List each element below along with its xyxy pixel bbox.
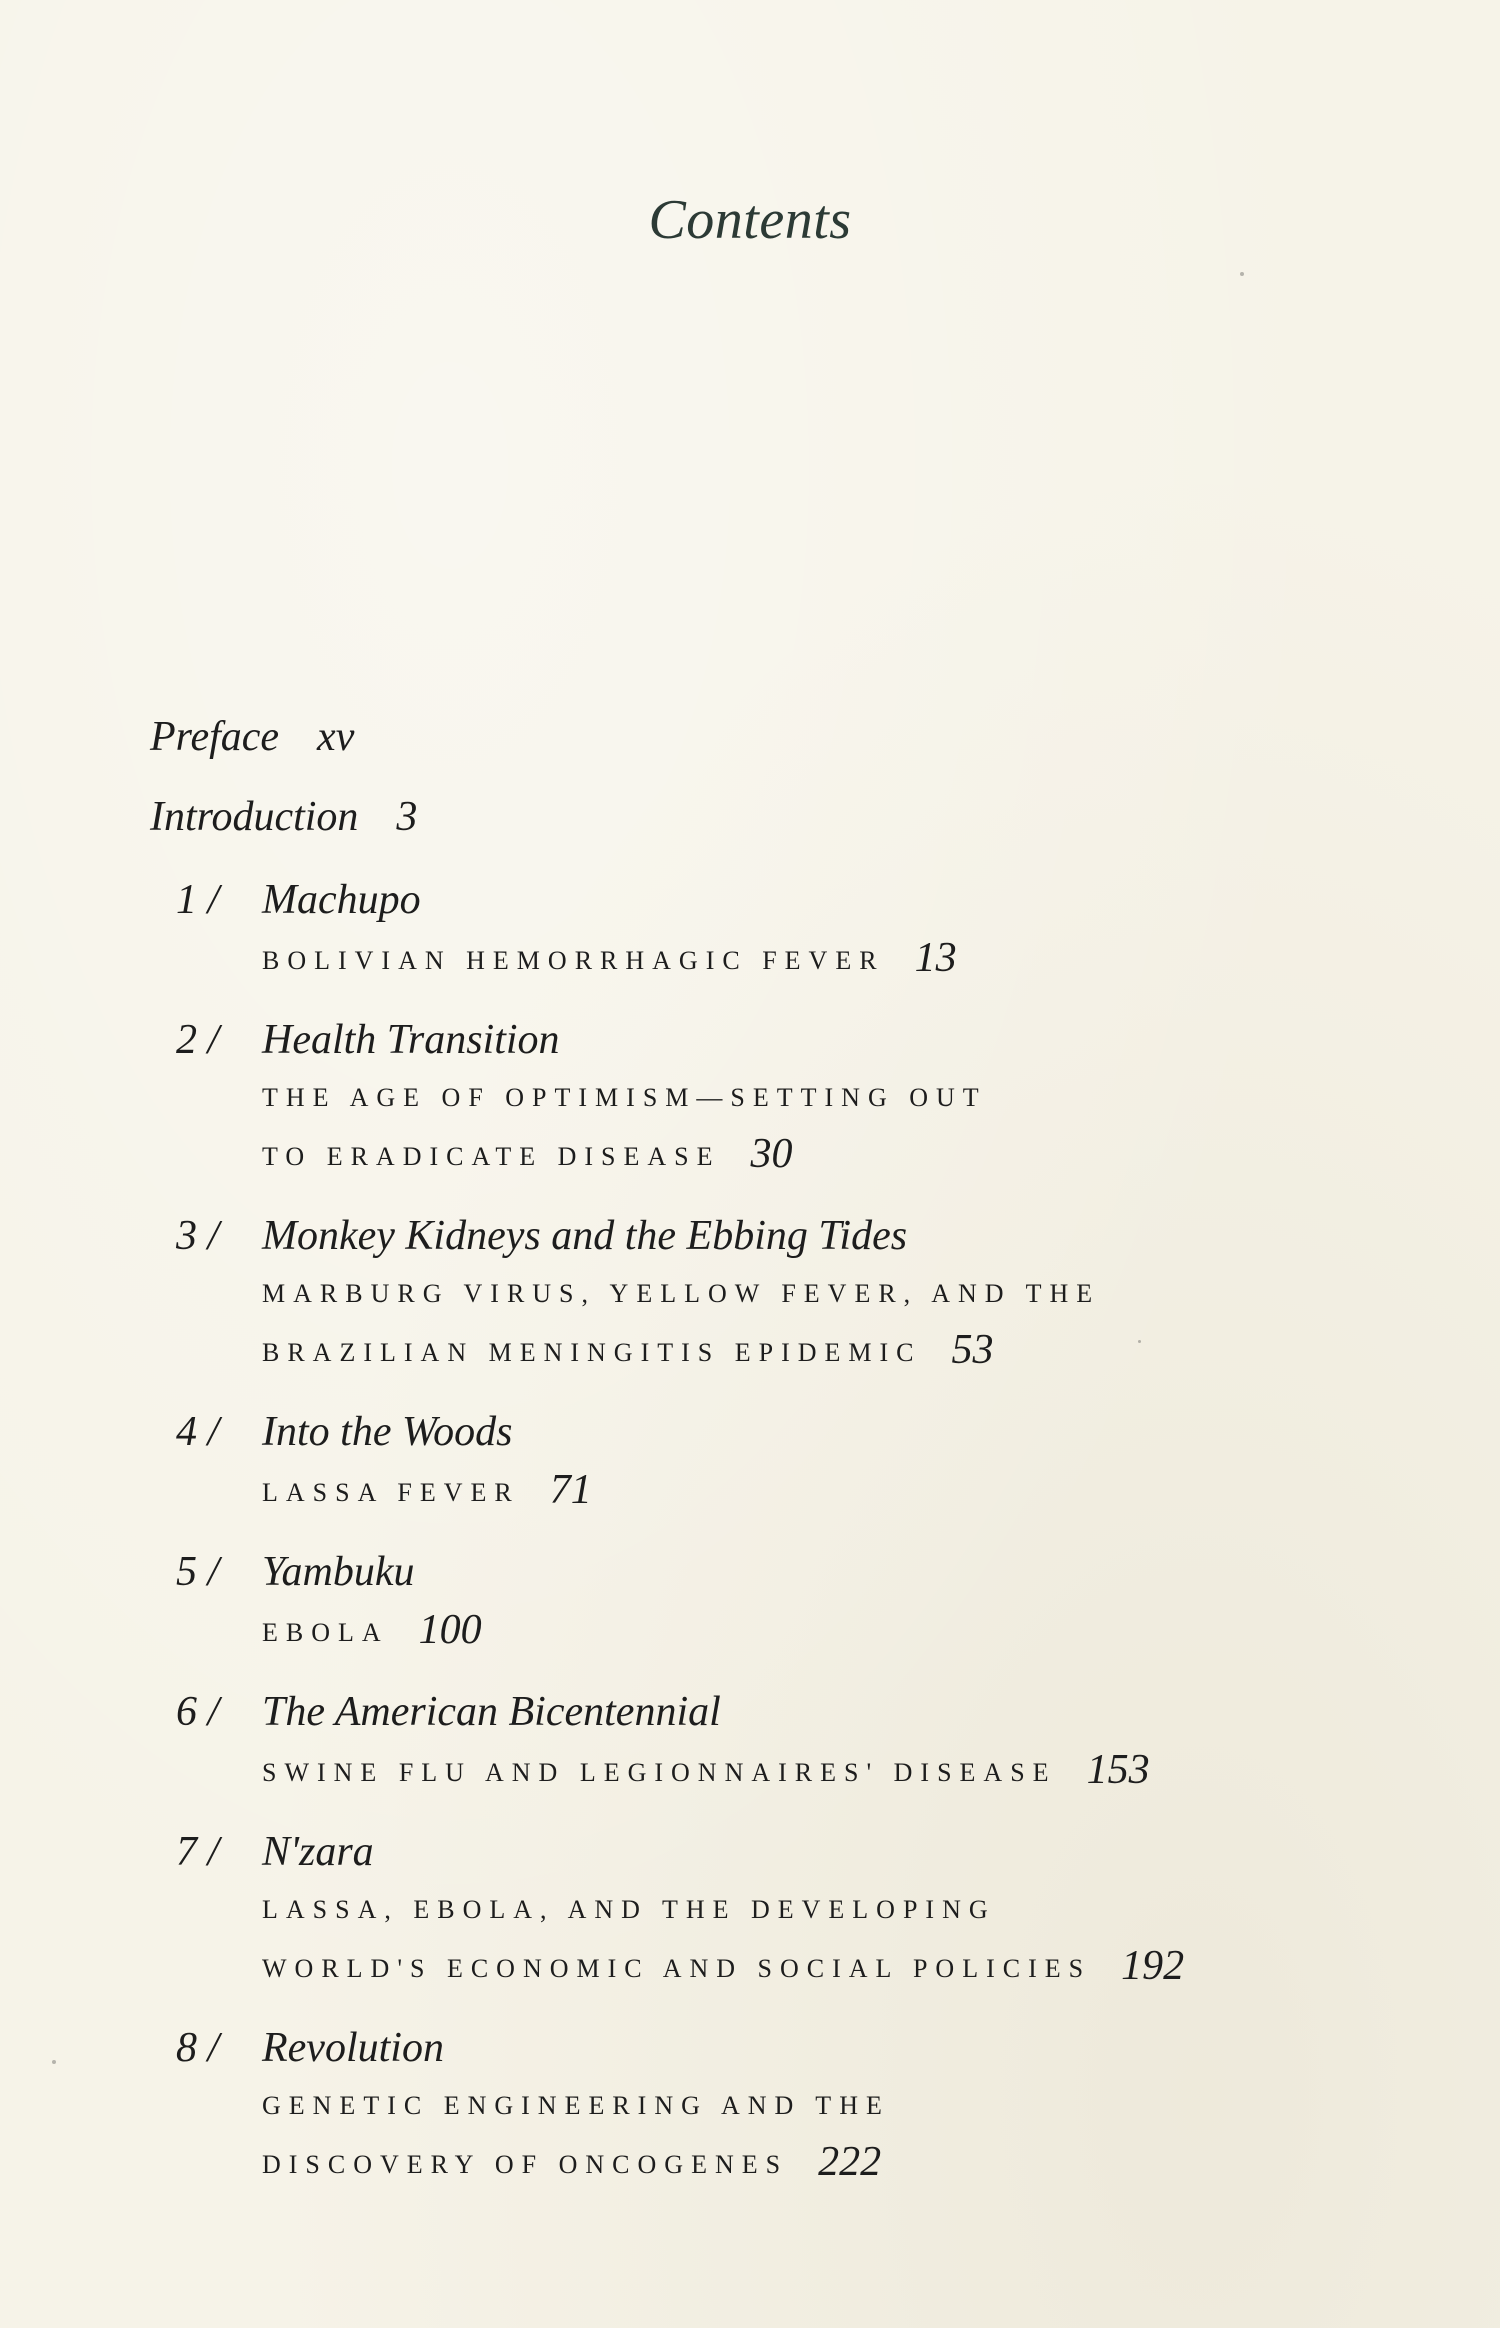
subtitle-text: TO ERADICATE DISEASE [262, 1142, 721, 1171]
chapter-subtitle-line [262, 1882, 1350, 1938]
toc-entry-chapter-1[interactable] [150, 870, 1350, 986]
subtitle-text: LASSA FEVER [262, 1478, 520, 1507]
entry-page-number: 222 [818, 2139, 882, 2185]
toc-entry-chapter-8[interactable] [150, 2018, 1350, 2190]
chapter-subtitle-line [262, 1126, 1350, 1182]
subtitle-text: LASSA, EBOLA, AND THE DEVELOPING [262, 1895, 996, 1924]
toc-entry-chapter-3[interactable] [150, 1206, 1350, 1378]
chapter-heading [150, 2018, 1350, 2078]
paper-speck [1138, 1340, 1141, 1343]
chapter-subtitle-line [262, 1742, 1350, 1798]
chapter-title: The American Bicentennial [262, 1689, 721, 1735]
table-of-contents [150, 708, 1350, 2190]
chapter-list [150, 870, 1350, 2190]
chapter-number: 6 / [176, 1689, 220, 1735]
chapter-heading [150, 870, 1350, 930]
toc-entry-chapter-5[interactable] [150, 1542, 1350, 1658]
chapter-title: Yambuku [262, 1549, 415, 1595]
subtitle-text: EBOLA [262, 1618, 389, 1647]
chapter-heading [150, 1206, 1350, 1266]
subtitle-text: MARBURG VIRUS, YELLOW FEVER, AND THE [262, 1279, 1101, 1308]
subtitle-text: GENETIC ENGINEERING AND THE [262, 2091, 890, 2120]
subtitle-text: THE AGE OF OPTIMISM—SETTING OUT [262, 1083, 987, 1112]
chapter-subtitle-line [262, 1070, 1350, 1126]
toc-entry-chapter-6[interactable] [150, 1682, 1350, 1798]
entry-title: Introduction [150, 794, 359, 840]
chapter-number: 7 / [176, 1829, 220, 1875]
chapter-subtitle-line [262, 2078, 1350, 2134]
chapter-heading [150, 1542, 1350, 1602]
chapter-subtitle-line [262, 1602, 1350, 1658]
chapter-title: N'zara [262, 1829, 374, 1875]
chapter-title: Machupo [262, 877, 421, 923]
chapter-subtitle-line [262, 1938, 1350, 1994]
chapter-title: Health Transition [262, 1017, 560, 1063]
chapter-subtitle-line [262, 930, 1350, 986]
chapter-subtitle-line [262, 2134, 1350, 2190]
entry-page-number: 192 [1121, 1943, 1185, 1989]
chapter-title: Into the Woods [262, 1409, 513, 1455]
toc-entry-preface[interactable] [150, 708, 1350, 766]
chapter-number: 8 / [176, 2025, 220, 2071]
chapter-heading [150, 1010, 1350, 1070]
paper-speck [1240, 272, 1244, 276]
subtitle-text: SWINE FLU AND LEGIONNAIRES' DISEASE [262, 1758, 1057, 1787]
entry-page-number: 100 [418, 1607, 482, 1653]
entry-page-number: 71 [549, 1467, 592, 1513]
entry-page-number: 153 [1086, 1747, 1150, 1793]
toc-entry-chapter-7[interactable] [150, 1822, 1350, 1994]
chapter-title: Monkey Kidneys and the Ebbing Tides [262, 1213, 908, 1259]
chapter-number: 3 / [176, 1213, 220, 1259]
page-title: Contents [648, 189, 852, 251]
chapter-heading [150, 1682, 1350, 1742]
chapter-heading [150, 1402, 1350, 1462]
subtitle-text: WORLD'S ECONOMIC AND SOCIAL POLICIES [262, 1954, 1092, 1983]
paper-speck [52, 2060, 56, 2064]
entry-page-number: 30 [750, 1131, 793, 1177]
subtitle-text: BRAZILIAN MENINGITIS EPIDEMIC [262, 1338, 922, 1367]
chapter-subtitle-line [262, 1322, 1350, 1378]
toc-entry-chapter-4[interactable] [150, 1402, 1350, 1518]
chapter-number: 1 / [176, 877, 220, 923]
chapter-subtitle-line [262, 1266, 1350, 1322]
chapter-number: 2 / [176, 1017, 220, 1063]
entry-page-number: xv [317, 714, 355, 760]
entry-page-number: 53 [951, 1327, 994, 1373]
chapter-heading [150, 1822, 1350, 1882]
subtitle-text: DISCOVERY OF ONCOGENES [262, 2150, 789, 2179]
entry-page-number: 3 [396, 794, 418, 840]
toc-entry-introduction[interactable] [150, 788, 1350, 846]
entry-title: Preface [150, 714, 280, 760]
chapter-number: 5 / [176, 1549, 220, 1595]
subtitle-text: BOLIVIAN HEMORRHAGIC FEVER [262, 946, 885, 975]
chapter-number: 4 / [176, 1409, 220, 1455]
entry-page-number: 13 [914, 935, 957, 981]
chapter-subtitle-line [262, 1462, 1350, 1518]
chapter-title: Revolution [262, 2025, 444, 2071]
toc-entry-chapter-2[interactable] [150, 1010, 1350, 1182]
